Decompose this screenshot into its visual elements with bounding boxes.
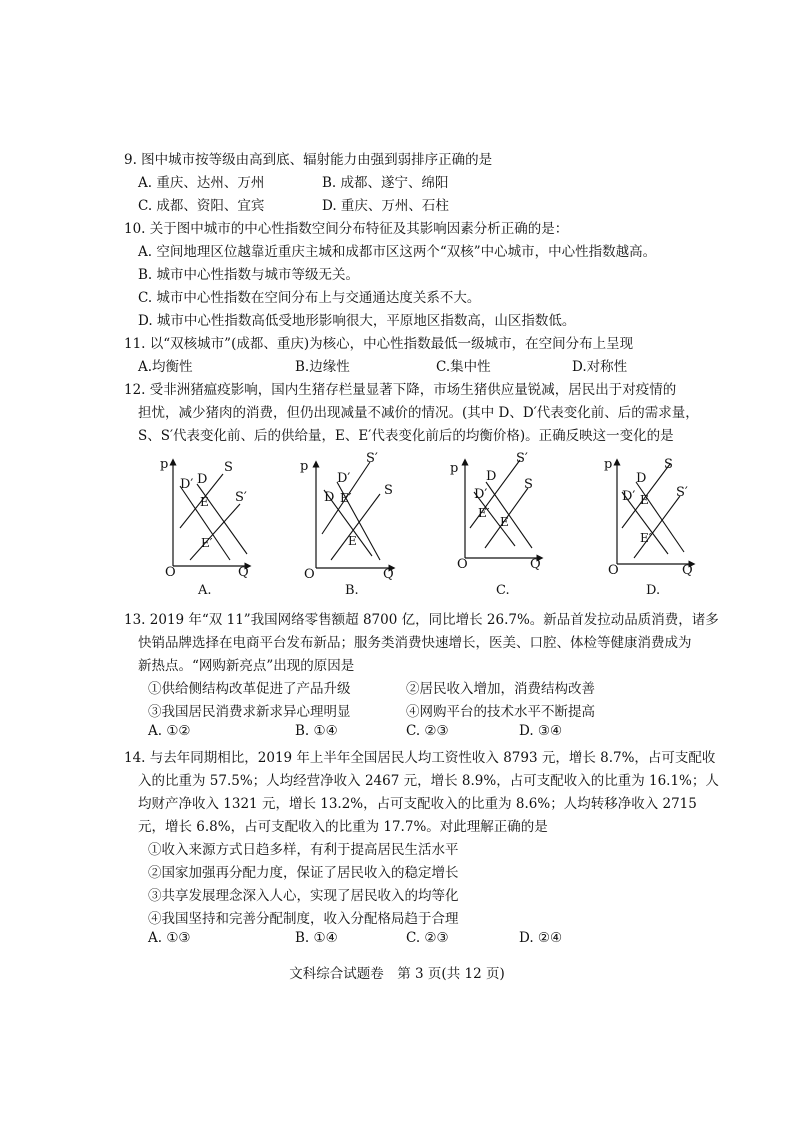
- q11-stem: 11. 以“双核城市”(成都、重庆)为核心，中心性指数最低一级城市，在空间分布上呈现: [124, 336, 634, 352]
- q14-line-3: 均财产净收入 1321 元，增长 13.2%，占可支配收入的比重为 8.6%；人均转移净收入 2715: [138, 796, 697, 812]
- graph-b: [300, 451, 394, 598]
- q14-line-4: 元，增长 6.8%，占可支配收入的比重为 17.7%。对此理解正确的是: [138, 819, 548, 835]
- graph-a-caption: A.: [198, 583, 212, 598]
- graph-b-p-label: p: [300, 459, 309, 474]
- q14-line-1: 14. 与去年同期相比，2019 年上半年全国居民人均工资性收入 8793 元，增长 8.7%，占可支配收: [124, 750, 716, 766]
- q10-option-b: B. 城市中心性指数与城市等级无关。: [138, 267, 360, 283]
- q13-line-1: 13. 2019 年“双 11”我国网络零售额超 8700 亿，同比增长 26.7%。新品首发拉动品质消费，诸多: [124, 612, 719, 628]
- q11-option-c: C.集中性: [436, 359, 491, 375]
- graph-c-label-6: E: [500, 515, 509, 529]
- graph-c-label-5: E′: [478, 506, 490, 520]
- graph-b-label-3: S′: [366, 451, 378, 466]
- graph-a-label-4: S′: [235, 490, 247, 505]
- graph-b-q-label: Q: [383, 567, 394, 582]
- graph-c-label-1: D: [486, 469, 497, 484]
- q14-line-2: 入的比重为 57.5%；人均经营净收入 2467 元，增长 8.9%，占可支配收入的比重为 16.1%；人: [138, 773, 719, 789]
- q11-option-a: A.均衡性: [138, 359, 193, 375]
- q10-option-d: D. 城市中心性指数高低受地形影响很大，平原地区指数高，山区指数低。: [138, 313, 576, 329]
- graph-a-p-label: p: [160, 457, 169, 472]
- q14-item-4: ④我国坚持和完善分配制度，收入分配格局趋于合理: [148, 911, 459, 927]
- graph-c-o-label: O: [457, 557, 468, 572]
- graph-d-label-6: E′: [640, 531, 652, 545]
- graph-c-p-label: p: [450, 461, 459, 476]
- graph-d-p-label: p: [604, 457, 613, 472]
- graph-d-label-2: D: [636, 471, 647, 486]
- q12-graphs: [0, 448, 794, 608]
- q10-stem: 10. 关于图中城市的中心性指数空间分布特征及其影响因素分析正确的是：: [124, 221, 569, 237]
- q11-option-b: B.边缘性: [295, 359, 350, 375]
- q14-option-d: D. ②④: [519, 930, 563, 946]
- graph-c-q-label: Q: [530, 557, 541, 572]
- q13-item-1: ①供给侧结构改革促进了产品升级: [148, 681, 351, 697]
- q9-stem: 9. 图中城市按等级由高到底、辐射能力由强到弱排序正确的是: [124, 152, 493, 168]
- graph-d-caption: D.: [646, 583, 661, 598]
- graph-d-q-label: Q: [682, 563, 693, 578]
- q13-option-a: A. ①②: [148, 723, 191, 739]
- graph-b-label-5: E′: [340, 491, 352, 505]
- q13-option-d: D. ③④: [519, 723, 563, 739]
- q14-item-2: ②国家加强再分配力度，保证了居民收入的稳定增长: [148, 865, 459, 881]
- q9-option-a: A. 重庆、达州、万州: [138, 175, 265, 191]
- graph-d-label-4: S′: [676, 485, 688, 500]
- q14-item-1: ①收入来源方式日趋多样，有利于提高居民生活水平: [148, 842, 459, 858]
- q13-option-c: C. ②③: [406, 723, 449, 739]
- q13-line-3: 新热点。“网购新亮点”出现的原因是: [138, 658, 355, 674]
- graph-a: [160, 457, 249, 598]
- graph-d: [604, 457, 693, 598]
- graph-b-o-label: O: [304, 567, 315, 582]
- graph-a-q-label: Q: [238, 565, 249, 580]
- graph-d-label-3: S: [664, 457, 673, 472]
- graph-c: [450, 451, 541, 598]
- graph-c-label-3: S′: [516, 451, 528, 466]
- q14-option-a: A. ①③: [148, 930, 191, 946]
- graph-c-label-2: D′: [474, 487, 488, 502]
- page-footer: 文科综合试题卷 第 3 页(共 12 页): [289, 966, 505, 982]
- q10-option-a: A. 空间地理区位越靠近重庆主城和成都市区这两个“双核”中心城市，中心性指数越高。: [138, 244, 657, 260]
- graph-a-label-5: E: [200, 495, 209, 509]
- q11-option-d: D.对称性: [572, 359, 628, 375]
- q14-option-b: B. ①④: [295, 930, 338, 946]
- q13-line-2: 快销品牌选择在电商平台发布新品；服务类消费快速增长，医美、口腔、体检等健康消费成为: [138, 635, 692, 651]
- graph-a-label-6: E′: [201, 536, 213, 550]
- q10-option-c: C. 城市中心性指数在空间分布上与交通通达度关系不大。: [138, 290, 481, 306]
- graph-b-caption: B.: [345, 583, 359, 598]
- graph-d-o-label: O: [608, 563, 619, 578]
- graph-b-label-2: D: [324, 490, 335, 505]
- graph-b-label-1: D′: [337, 471, 351, 486]
- q9-option-c: C. 成都、资阳、宜宾: [138, 198, 265, 214]
- q9-option-d: D. 重庆、万州、石柱: [322, 198, 449, 214]
- q12-line-2: 担忧，减少猪肉的消费，但仍出现减量不减价的情况。(其中 D、D′代表变化前、后的需求量，: [138, 405, 699, 421]
- q9-option-b: B. 成都、遂宁、绵阳: [322, 175, 449, 191]
- q12-line-3: S、S′代表变化前、后的供给量，E、E′代表变化前后的均衡价格)。正确反映这一变化的是: [138, 428, 674, 444]
- graph-d-label-5: E: [640, 493, 649, 507]
- graph-a-label-3: S: [224, 460, 233, 475]
- graph-a-o-label: O: [165, 565, 176, 580]
- q13-option-b: B. ①④: [295, 723, 338, 739]
- graph-d-label-1: D′: [622, 489, 636, 504]
- graph-a-label-1: D′: [180, 477, 194, 492]
- graph-b-label-4: S: [384, 483, 393, 498]
- graph-c-label-4: S: [524, 477, 533, 492]
- q13-item-2: ②居民收入增加，消费结构改善: [406, 681, 595, 697]
- q12-line-1: 12. 受非洲猪瘟疫影响，国内生猪存栏量显著下降，市场生猪供应量锐减，居民出于对疫情的: [124, 382, 677, 398]
- q14-item-3: ③共享发展理念深入人心，实现了居民收入的均等化: [148, 888, 459, 904]
- graph-b-label-6: E: [348, 534, 357, 548]
- graph-c-caption: C.: [496, 583, 510, 598]
- q14-option-c: C. ②③: [406, 930, 449, 946]
- graph-a-label-2: D: [197, 472, 208, 487]
- q13-item-3: ③我国居民消费求新求异心理明显: [148, 704, 351, 720]
- q13-item-4: ④网购平台的技术水平不断提高: [406, 704, 595, 720]
